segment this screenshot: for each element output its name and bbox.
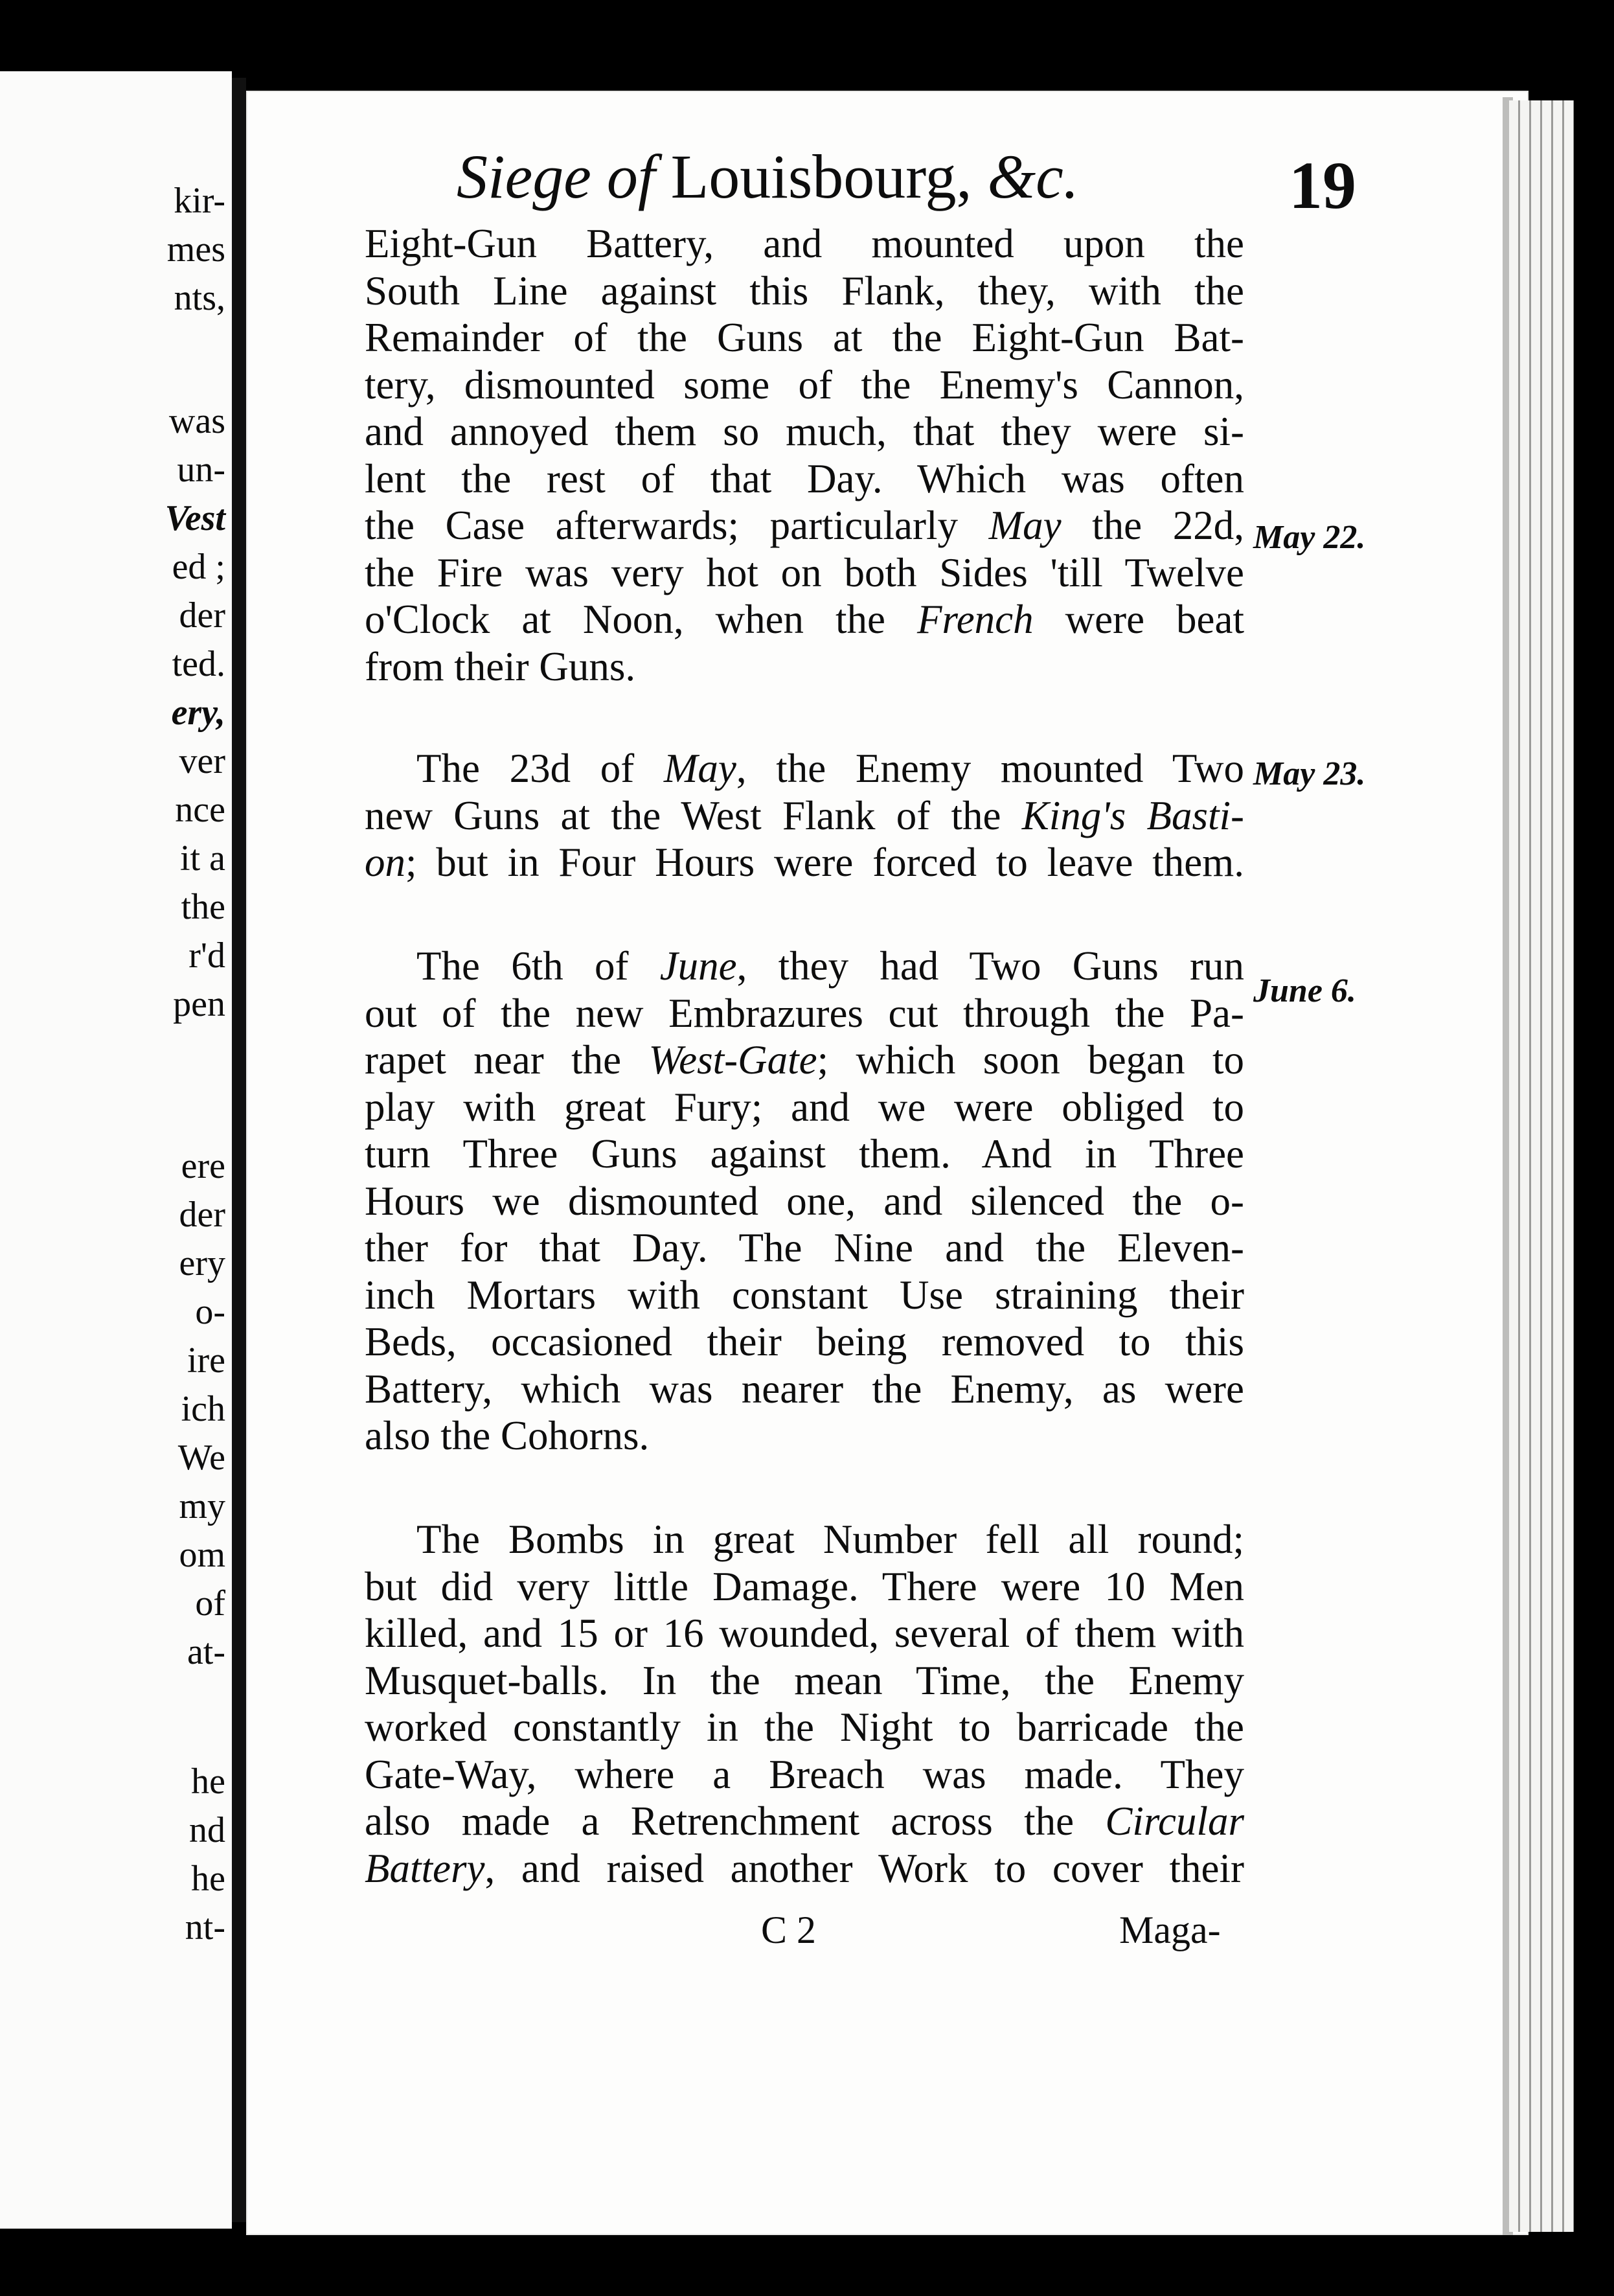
text-line: but did very little Damage. There were 10 Men xyxy=(365,1563,1244,1609)
page-edges-stack xyxy=(1509,100,1574,2232)
text-line: killed, and 15 or 16 wounded, several of them with xyxy=(365,1611,1244,1656)
margin-note-may-23: May 23. xyxy=(1253,755,1366,792)
left-page-text-fragment: the xyxy=(181,887,225,927)
text-line: rapet near the West-Gate; which soon began to xyxy=(365,1037,1245,1083)
left-page-text-fragment: nts, xyxy=(174,278,225,318)
text-line: and annoyed them so much, that they were si- xyxy=(365,409,1244,454)
text-line: South Line against this Flank, they, with the xyxy=(365,268,1244,314)
left-page-text-fragment: my xyxy=(179,1486,225,1526)
margin-note-june-6: June 6. xyxy=(1253,972,1356,1009)
catchword: Maga- xyxy=(1119,1909,1221,1951)
text-line: Beds, occasioned their being removed to this xyxy=(365,1319,1244,1364)
text-line: also the Cohorns. xyxy=(365,1413,650,1458)
left-page-text-fragment: it a xyxy=(180,838,225,878)
running-head xyxy=(457,141,1079,212)
left-page-text-fragment: at- xyxy=(187,1632,225,1672)
left-page-text-fragment: nd xyxy=(189,1810,225,1850)
left-page-text-fragment: he xyxy=(191,1762,225,1802)
text-line: The Bombs in great Number fell all round; xyxy=(416,1517,1244,1562)
paragraph-3 xyxy=(365,943,1244,1460)
left-page-text-fragment: ery, xyxy=(171,693,225,733)
text-line: worked constantly in the Night to barricade the xyxy=(365,1705,1244,1750)
text-line: Eight-Gun Battery, and mounted upon the xyxy=(365,221,1244,266)
text-line: play with great Fury; and we were obliged to xyxy=(365,1084,1244,1130)
left-page-text-fragment: We xyxy=(177,1438,225,1478)
text-line: the Case afterwards; particularly May the 22d, xyxy=(365,503,1244,548)
running-head-italic: Siege of xyxy=(457,142,655,211)
left-page-text-fragment: pen xyxy=(173,984,225,1024)
left-page-text-fragment: o- xyxy=(195,1292,225,1332)
text-line: Battery, and raised another Work to cover their xyxy=(365,1845,1244,1891)
left-page-text-fragment: mes xyxy=(166,229,225,270)
page-number: 19 xyxy=(1289,148,1356,223)
text-line: Gate-Way, where a Breach was made. They xyxy=(365,1751,1244,1797)
text-line: lent the rest of that Day. Which was often xyxy=(365,455,1244,501)
paragraph-2 xyxy=(365,745,1244,886)
text-line: The 6th of June, they had Two Guns run xyxy=(416,943,1244,989)
left-page-text-fragment: un- xyxy=(177,450,225,490)
text-line: on; but in Four Hours were forced to leave them. xyxy=(365,840,1244,885)
text-line: tery, dismounted some of the Enemy's Cannon, xyxy=(365,362,1244,408)
text-line: Musquet-balls. In the mean Time, the Enemy xyxy=(365,1657,1244,1703)
signature-mark: C 2 xyxy=(761,1909,817,1951)
left-page-text-fragment: ted. xyxy=(172,644,225,684)
text-line: inch Mortars with constant Use straining their xyxy=(365,1272,1244,1318)
left-page-text-fragment: ere xyxy=(181,1146,225,1186)
running-head-roman: Louisbourg, xyxy=(655,142,988,211)
paragraph-1 xyxy=(365,220,1244,690)
text-line: Remainder of the Guns at the Eight-Gun Bat- xyxy=(365,315,1244,360)
left-page-text-fragment: kir- xyxy=(174,181,225,221)
left-page-text-fragment: ed ; xyxy=(172,547,225,587)
text-line: out of the new Embrazures cut through the Pa- xyxy=(365,990,1244,1036)
paragraph-4 xyxy=(365,1516,1244,1892)
left-page-text-fragment: nt- xyxy=(185,1907,225,1947)
margin-note-may-22: May 22. xyxy=(1253,519,1366,556)
left-page-text-fragment: ery xyxy=(179,1243,225,1283)
left-page-text-fragment: om xyxy=(179,1535,225,1575)
text-line: The 23d of May, the Enemy mounted Two xyxy=(416,746,1244,791)
left-page-text-fragment: was xyxy=(168,401,225,441)
left-page-fragment xyxy=(0,71,232,2229)
left-page-text-fragment: Vest xyxy=(165,498,225,538)
left-page-text-fragment: of xyxy=(195,1583,225,1624)
text-line: o'Clock at Noon, when the French were beat xyxy=(365,597,1244,642)
left-page-text-fragment: ire xyxy=(187,1340,225,1381)
left-page-text-fragment: ver xyxy=(179,741,225,781)
running-head-etc: &c. xyxy=(987,142,1079,211)
left-page-text-fragment: ich xyxy=(181,1389,225,1429)
left-page-text-fragment: der xyxy=(179,1195,225,1235)
left-page-text-fragment: nce xyxy=(175,790,225,830)
gutter xyxy=(232,78,246,2222)
left-page-text-fragment: he xyxy=(191,1859,225,1899)
text-line: turn Three Guns against them. And in Three xyxy=(365,1131,1244,1177)
left-page-text-fragment: der xyxy=(179,595,225,636)
text-line: also made a Retrenchment across the Circular xyxy=(365,1798,1244,1844)
text-line: the Fire was very hot on both Sides 'till Twelve xyxy=(365,549,1244,595)
text-line: Battery, which was nearer the Enemy, as were xyxy=(365,1366,1244,1412)
text-line: new Guns at the West Flank of the King's Basti- xyxy=(365,792,1244,838)
text-line: from their Guns. xyxy=(365,643,636,689)
left-page-text-fragment: r'd xyxy=(188,936,225,976)
text-line: Hours we dismounted one, and silenced the o- xyxy=(365,1178,1244,1224)
text-line: ther for that Day. The Nine and the Eleven- xyxy=(365,1225,1244,1270)
